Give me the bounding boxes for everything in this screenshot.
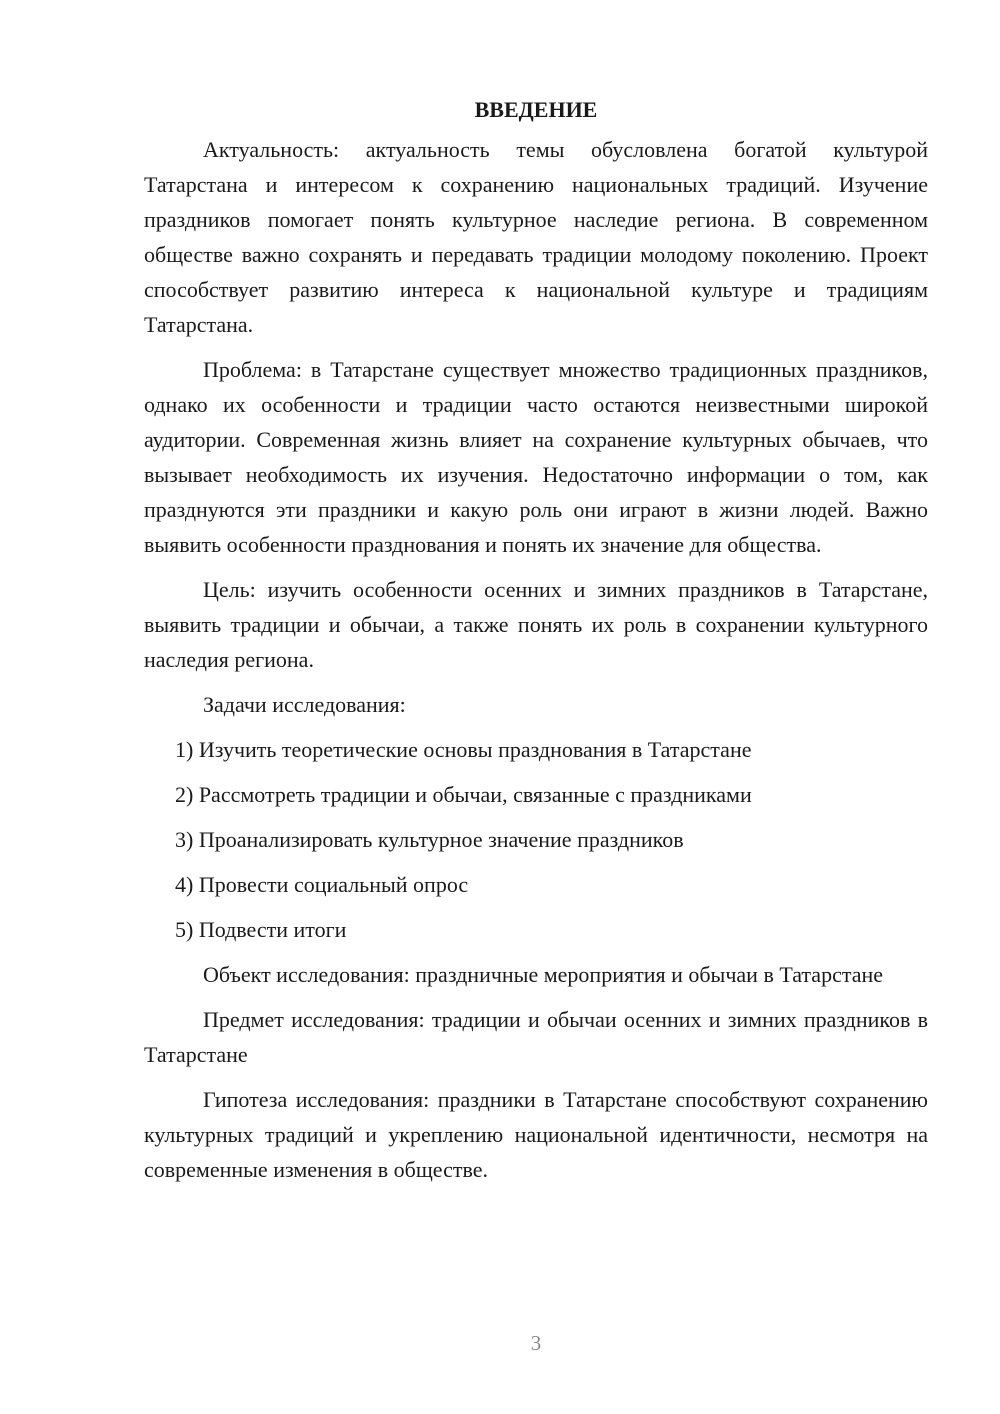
- task-item: 3) Проанализировать культурное значение праздников: [175, 827, 684, 852]
- tasks-heading: Задачи исследования:: [203, 692, 406, 717]
- hypothesis-paragraph: Гипотеза исследования: праздники в Татарстане способствуют сохранению культурных традиций и укреплению национальной идентичности, несмотря на современные изменения в обществе.: [144, 1087, 928, 1182]
- page-title: ВВЕДЕНИЕ: [474, 97, 598, 122]
- task-item: 4) Провести социальный опрос: [175, 872, 469, 897]
- page-content: [144, 92, 928, 1197]
- problem-paragraph: Проблема: в Татарстане существует множество традиционных праздников, однако их особенности и традиции часто остаются неизвестными широкой аудитории. Современная жизнь влияет на сохранение культурных обычаев, что вызывает необходимость их изучения. Недостаточно информации о том, как празднуются эти праздники и какую роль они играют в жизни людей. Важно выявить особенности празднования и понять их значение для общества.: [144, 357, 928, 557]
- task-item: 1) Изучить теоретические основы празднования в Татарстане: [175, 737, 752, 762]
- subject-paragraph: Предмет исследования: традиции и обычаи осенних и зимних праздников в Татарстане: [144, 1007, 928, 1067]
- page-number: 3: [530, 1331, 542, 1355]
- task-item: 2) Рассмотреть традиции и обычаи, связанные с праздниками: [175, 782, 752, 807]
- goal-paragraph: Цель: изучить особенности осенних и зимних праздников в Татарстане, выявить традиции и обычаи, а также понять их роль в сохранении культурного наследия региона.: [144, 577, 928, 672]
- task-item: 5) Подвести итоги: [175, 917, 347, 942]
- relevance-paragraph: Актуальность: актуальность темы обусловлена богатой культурой Татарстана и интересом к сохранению национальных традиций. Изучение праздников помогает понять культурное наследие региона. В современном обществе важно сохранять и передавать традиции молодому поколению. Проект способствует развитию интереса к национальной культуре и традициям Татарстана.: [144, 137, 928, 337]
- object-paragraph: Объект исследования: праздничные мероприятия и обычаи в Татарстане: [203, 962, 884, 987]
- tasks-list: [144, 732, 928, 947]
